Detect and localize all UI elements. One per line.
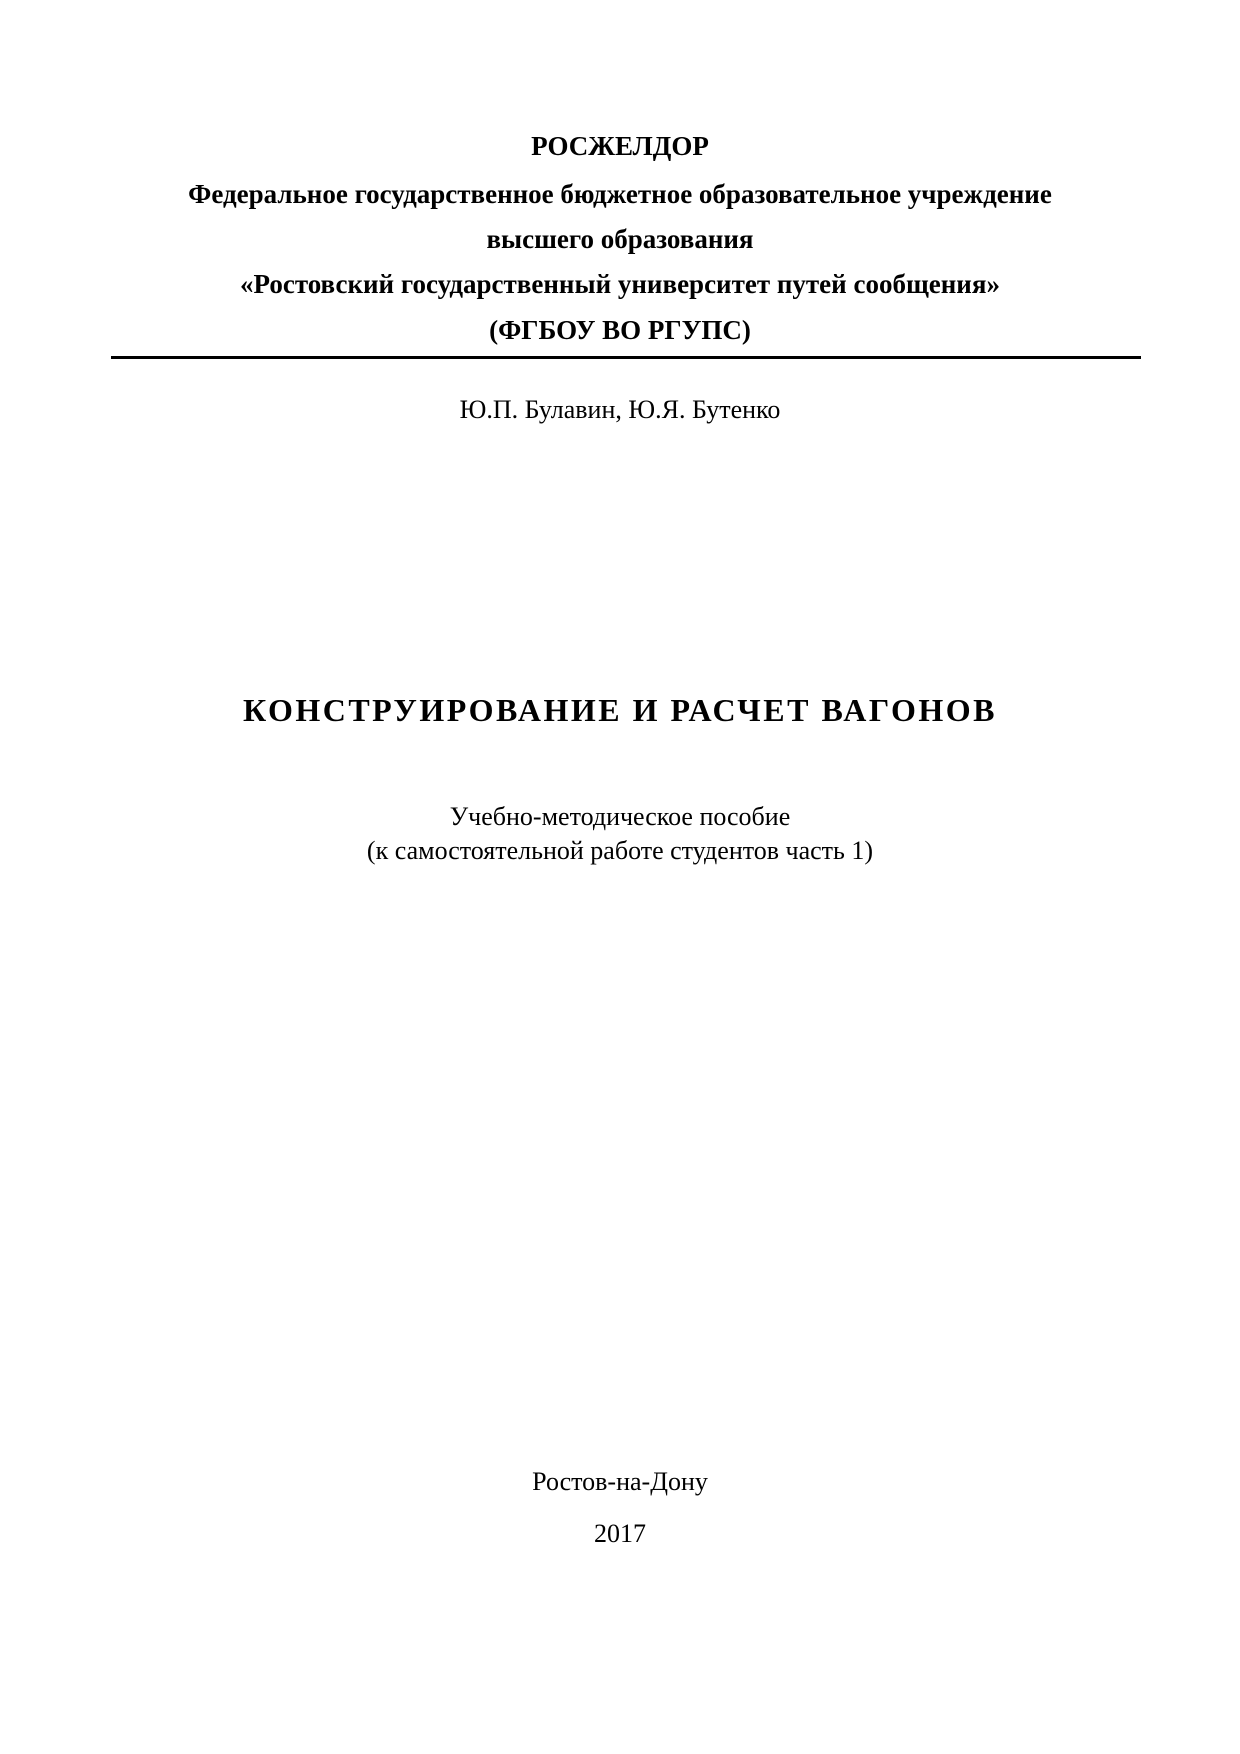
document-title: КОНСТРУИРОВАНИЕ И РАСЧЕТ ВАГОНОВ [243,692,997,728]
university-name-line: «Ростовский государственный университет путей сообщения» [240,269,1000,299]
publication-year: 2017 [594,1519,646,1548]
header-divider [111,356,1141,359]
document-purpose: (к самостоятельной работе студентов часть 1) [366,836,874,865]
document-type: Учебно-методическое пособие [449,802,791,831]
education-level-line: высшего образования [486,224,754,254]
institution-type-line: Федеральное государственное бюджетное образовательное учреждение [188,179,1052,209]
university-abbreviation: (ФГБОУ ВО РГУПС) [489,315,751,345]
authors: Ю.П. Булавин, Ю.Я. Бутенко [459,395,781,424]
publication-city: Ростов-на-Дону [532,1467,708,1496]
org-name: РОСЖЕЛДОР [531,131,709,161]
